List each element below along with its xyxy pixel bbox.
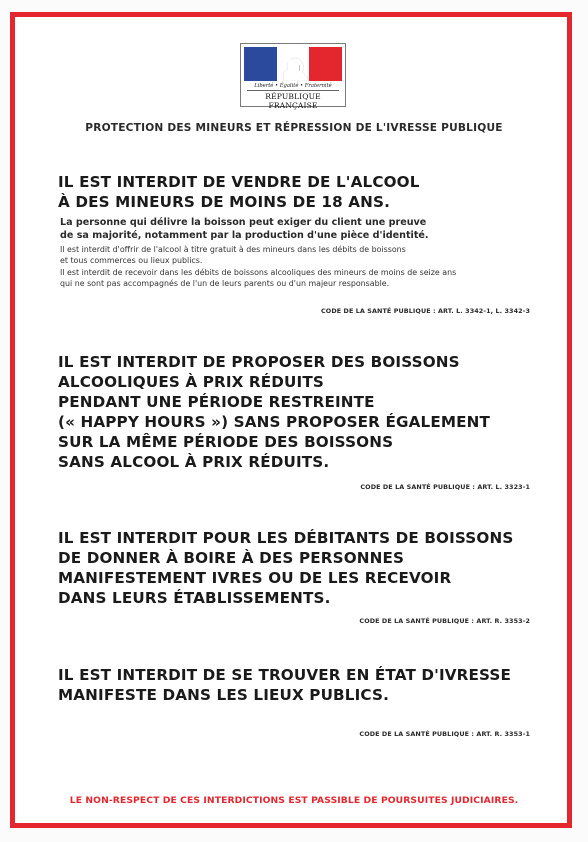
section3-heading-line: IL EST INTERDIT POUR LES DÉBITANTS DE BOISSONS	[58, 529, 514, 547]
marianne-tricolor-emblem	[244, 47, 342, 81]
section2-heading-line: SUR LA MÊME PÉRIODE DES BOISSONS	[58, 433, 394, 451]
republique-francaise-logo	[240, 43, 346, 110]
logo-republique-francaise: RÉPUBLIQUE FRANÇAISE	[265, 92, 321, 110]
section3-heading-line: DANS LEURS ÉTABLISSEMENTS.	[58, 589, 331, 607]
section3-reference: CODE DE LA SANTÉ PUBLIQUE : ART. R. 3353-2	[359, 617, 530, 625]
section3-heading-line: DE DONNER À BOIRE À DES PERSONNES	[58, 549, 405, 567]
page-title: PROTECTION DES MINEURS ET RÉPRESSION DE L'IVRESSE PUBLIQUE	[85, 122, 503, 134]
section4-reference: CODE DE LA SANTÉ PUBLIQUE : ART. R. 3353-1	[359, 730, 530, 738]
section2-heading-line: SANS ALCOOL À PRIX RÉDUITS.	[58, 453, 330, 471]
section-minors-sale	[58, 172, 542, 290]
section2-heading-line: (« HAPPY HOURS ») SANS PROPOSER ÉGALEMENT	[58, 413, 491, 431]
section1-small-line: et tous commerces ou lieux publics.	[60, 256, 203, 266]
logo-motto: Liberté • Égalité • Fraternité	[254, 83, 332, 89]
section1-small-line: Il est interdit de recevoir dans les débits de boissons alcooliques des mineurs de moins de seize ans	[60, 267, 457, 277]
section-public-drunkenness	[58, 665, 542, 705]
section1-small-line: Il est interdit d'offrir de l'alcool à titre gratuit à des mineurs dans les débits de boissons	[60, 245, 406, 254]
section1-bold-line: de sa majorité, notamment par la production d'une pièce d'identité.	[60, 230, 429, 241]
section1-heading-line: À DES MINEURS DE MOINS DE 18 ANS.	[58, 193, 391, 211]
footer-warning: LE NON-RESPECT DE CES INTERDICTIONS EST PASSIBLE DE POURSUITES JUDICIAIRES.	[69, 795, 519, 806]
section4-heading-line: MANIFESTE DANS LES LIEUX PUBLICS.	[58, 686, 389, 704]
section2-heading-line: ALCOOLIQUES À PRIX RÉDUITS	[58, 373, 324, 391]
section1-bold-paragraph	[60, 216, 542, 242]
section1-reference: CODE DE LA SANTÉ PUBLIQUE : ART. L. 3342-1, L. 3342-3	[321, 307, 530, 315]
section3-heading-line: MANIFESTEMENT IVRES OU DE LES RECEVOIR	[58, 569, 452, 587]
section4-heading-line: IL EST INTERDIT DE SE TROUVER EN ÉTAT D'IVRESSE	[58, 666, 512, 684]
section1-heading	[58, 172, 542, 212]
section4-heading	[58, 665, 542, 705]
section1-small-line: qui ne sont pas accompagnés de l'un de leurs parents ou d'un majeur responsable.	[60, 279, 390, 289]
section3-heading	[58, 528, 542, 608]
section1-bold-line: La personne qui délivre la boisson peut exiger du client une preuve	[60, 217, 427, 228]
section2-heading-line: PENDANT UNE PÉRIODE RESTREINTE	[58, 393, 375, 411]
section2-heading	[58, 352, 542, 472]
section2-reference: CODE DE LA SANTÉ PUBLIQUE : ART. L. 3323-1	[360, 483, 530, 491]
section-drunk-customers	[58, 528, 542, 608]
section2-heading-line: IL EST INTERDIT DE PROPOSER DES BOISSONS	[58, 353, 460, 371]
section1-small-paragraph	[60, 244, 542, 290]
section1-heading-line: IL EST INTERDIT DE VENDRE DE L'ALCOOL	[58, 173, 420, 191]
logo-divider	[247, 90, 339, 91]
section-happy-hours	[58, 352, 542, 472]
